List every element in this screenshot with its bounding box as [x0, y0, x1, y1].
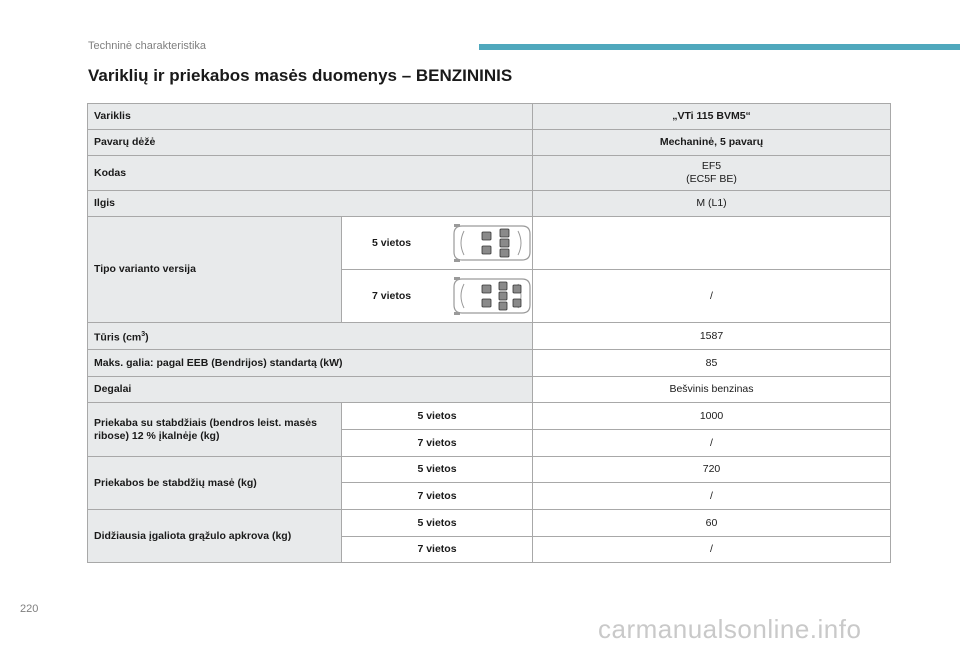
- version-7-seats-value: /: [533, 270, 891, 323]
- table-row: [88, 510, 891, 537]
- engine-spec-table: [87, 103, 891, 563]
- version-5-seats-cell: [342, 217, 533, 270]
- table-row: [88, 323, 891, 350]
- displacement-value: 1587: [533, 323, 891, 350]
- table-row: [88, 350, 891, 377]
- van-7-seats-icon: [452, 276, 532, 316]
- towbar-load-7-seats-label: 7 vietos: [342, 537, 533, 563]
- gearbox-value: Mechaninė, 5 pavarų: [533, 130, 891, 156]
- engine-label: Variklis: [88, 104, 533, 130]
- power-value: 85: [533, 350, 891, 377]
- unbraked-trailer-5-seats-label: 5 vietos: [342, 457, 533, 483]
- length-label: Ilgis: [88, 191, 533, 217]
- unbraked-trailer-label: Priekabos be stabdžių masė (kg): [88, 457, 342, 510]
- towbar-load-5-seats-label: 5 vietos: [342, 510, 533, 537]
- braked-trailer-label: Priekaba su stabdžiais (bendros leist. masės ribose) 12 % įkalnėje (kg): [88, 403, 342, 457]
- unbraked-trailer-7-seats-label: 7 vietos: [342, 483, 533, 510]
- code-value-line1: EF5: [701, 160, 722, 172]
- gearbox-label: Pavarų dėžė: [88, 130, 533, 156]
- page-number: 220: [20, 603, 39, 615]
- code-label: Kodas: [88, 156, 533, 191]
- page-title: Variklių ir priekabos masės duomenys – BENZININIS: [88, 66, 513, 85]
- version-7-seats-label: 7 vietos: [372, 289, 412, 302]
- power-label: Maks. galia: pagal EEB (Bendrijos) standartą (kW): [88, 350, 533, 377]
- displacement-label: Tūris $(cm^3)$: [88, 323, 533, 350]
- fuel-value: Bešvinis benzinas: [533, 377, 891, 403]
- version-7-seats-cell: [342, 270, 533, 323]
- table-row: [88, 130, 891, 156]
- van-5-seats-icon: [452, 223, 532, 263]
- engine-value: „VTi 115 BVM5“: [533, 104, 891, 130]
- braked-trailer-7-seats-label: 7 vietos: [342, 430, 533, 457]
- braked-trailer-5-seats-value: 1000: [533, 403, 891, 430]
- table-row: [88, 377, 891, 403]
- braked-trailer-5-seats-label: 5 vietos: [342, 403, 533, 430]
- towbar-load-label: Didžiausia įgaliota grąžulo apkrova (kg): [88, 510, 342, 563]
- code-value-line2: (EC5F BE): [686, 173, 737, 185]
- unbraked-trailer-5-seats-value: 720: [533, 457, 891, 483]
- table-row: [88, 104, 891, 130]
- table-row: [88, 191, 891, 217]
- length-value: M (L1): [533, 191, 891, 217]
- table-row: [88, 457, 891, 483]
- version-5-seats-value: [533, 217, 891, 270]
- section-header: Techninė charakteristika: [88, 40, 207, 52]
- fuel-label: Degalai: [88, 377, 533, 403]
- version-label: Tipo varianto versija: [88, 217, 342, 323]
- table-row: [88, 403, 891, 430]
- table-row: [88, 156, 891, 191]
- braked-trailer-7-seats-value: /: [533, 430, 891, 457]
- watermark: carmanualsonline.info: [598, 614, 862, 644]
- header-accent-bar: [479, 44, 960, 50]
- code-value: [533, 156, 891, 191]
- unbraked-trailer-7-seats-value: /: [533, 483, 891, 510]
- towbar-load-5-seats-value: 60: [533, 510, 891, 537]
- towbar-load-7-seats-value: /: [533, 537, 891, 563]
- table-row: [88, 217, 891, 270]
- version-5-seats-label: 5 vietos: [372, 236, 412, 249]
